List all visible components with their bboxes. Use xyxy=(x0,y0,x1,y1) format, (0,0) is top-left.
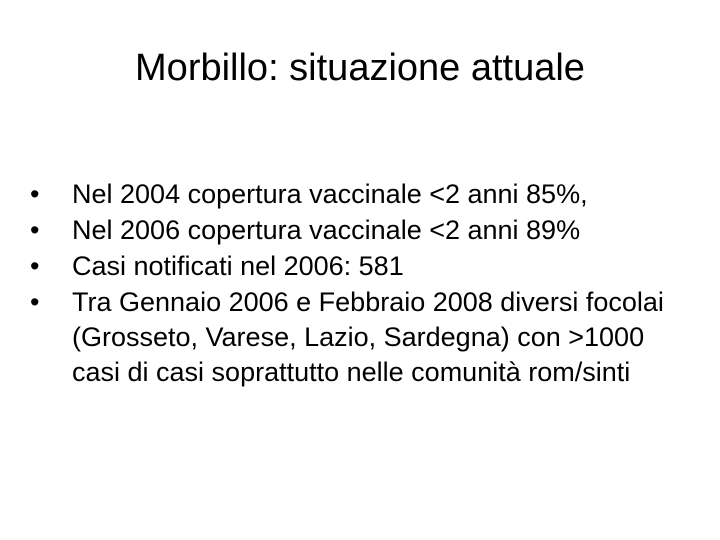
slide-title: Morbillo: situazione attuale xyxy=(135,47,585,89)
list-item xyxy=(30,177,690,212)
bullet-icon: • xyxy=(30,287,40,317)
bullet-text: Nel 2006 copertura vaccinale <2 anni 89% xyxy=(72,215,581,245)
bullet-text: Casi notificati nel 2006: 581 xyxy=(72,251,404,281)
bullet-list xyxy=(30,177,690,391)
bullet-icon: • xyxy=(30,179,40,209)
bullet-icon: • xyxy=(30,251,40,281)
bullet-text: Nel 2004 copertura vaccinale <2 anni 85%, xyxy=(72,179,588,209)
list-item xyxy=(30,249,690,284)
bullet-icon: • xyxy=(30,215,40,245)
list-item xyxy=(30,213,690,248)
bullet-text: Tra Gennaio 2006 e Febbraio 2008 diversi focolai (Grosseto, Varese, Lazio, Sardegna) con >1000 casi di casi soprattutto nelle comunità rom/sinti xyxy=(72,287,664,387)
list-item xyxy=(30,285,690,390)
